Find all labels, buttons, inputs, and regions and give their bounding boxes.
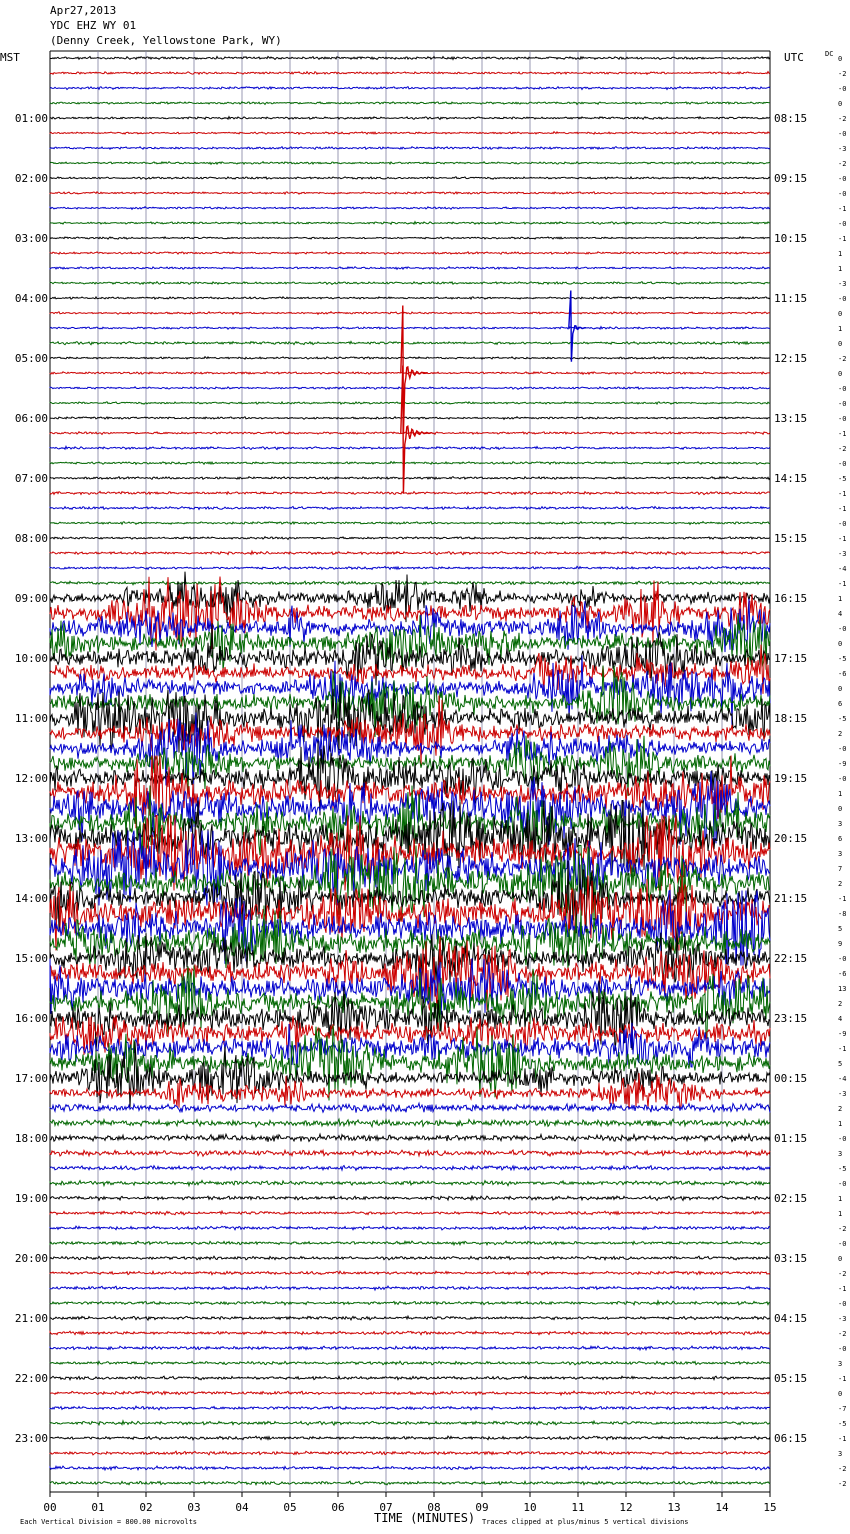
dc-offset-label: -3 — [838, 1090, 847, 1098]
dc-offset-label: -0 — [838, 1240, 847, 1248]
dc-offset-label: -2 — [838, 1225, 847, 1233]
utc-hour-label: 18:15 — [774, 712, 808, 725]
x-tick-label: 11 — [571, 1501, 585, 1514]
dc-offset-label: -0 — [838, 460, 847, 468]
mst-hour-label: 16:00 — [14, 1012, 48, 1025]
dc-offset-label: 1 — [838, 595, 843, 603]
mst-hour-label: 03:00 — [14, 232, 48, 245]
mst-hour-label: 04:00 — [14, 292, 48, 305]
x-tick-label: 05 — [283, 1501, 297, 1514]
dc-offset-label: 3 — [838, 1450, 843, 1458]
dc-offset-label: 2 — [838, 730, 843, 738]
dc-offset-label: -1 — [838, 895, 847, 903]
dc-offset-label: 3 — [838, 1360, 843, 1368]
utc-hour-label: 06:15 — [774, 1432, 808, 1445]
dc-offset-label: -9 — [838, 760, 847, 768]
dc-offset-label: -2 — [838, 1480, 847, 1488]
dc-offset-label: -2 — [838, 1330, 847, 1338]
utc-hour-label: 03:15 — [774, 1252, 808, 1265]
utc-hour-label: 13:15 — [774, 412, 808, 425]
dc-offset-label: 1 — [838, 1195, 843, 1203]
dc-offset-label: -2 — [838, 160, 847, 168]
dc-offset-label: -3 — [838, 1315, 847, 1323]
mst-hour-label: 11:00 — [14, 712, 48, 725]
utc-hour-label: 04:15 — [774, 1312, 808, 1325]
dc-offset-label: 4 — [838, 1015, 843, 1023]
mst-hour-label: 10:00 — [14, 652, 48, 665]
dc-offset-label: -5 — [838, 655, 847, 663]
dc-offset-label: -0 — [838, 190, 847, 198]
dc-offset-label: 1 — [838, 790, 843, 798]
utc-hour-label: 08:15 — [774, 112, 808, 125]
dc-offset-label: 0 — [838, 685, 843, 693]
dc-offset-label: -0 — [838, 1300, 847, 1308]
dc-offset-label: 3 — [838, 850, 843, 858]
dc-offset-label: -2 — [838, 355, 847, 363]
dc-offset-label: 0 — [838, 340, 843, 348]
dc-offset-label: -0 — [838, 520, 847, 528]
dc-offset-label: -2 — [838, 70, 847, 78]
dc-offset-label: -2 — [838, 1270, 847, 1278]
utc-hour-label: 15:15 — [774, 532, 808, 545]
dc-offset-label: -1 — [838, 235, 847, 243]
dc-offset-label: -5 — [838, 475, 847, 483]
dc-offset-label: 13 — [838, 985, 847, 993]
dc-offset-label: -1 — [838, 430, 847, 438]
dc-offset-label: -4 — [838, 1075, 847, 1083]
x-tick-label: 02 — [139, 1501, 153, 1514]
dc-offset-label: 0 — [838, 370, 843, 378]
dc-offset-label: -1 — [838, 505, 847, 513]
dc-offset-label: -3 — [838, 550, 847, 558]
x-axis-title: TIME (MINUTES) — [374, 1511, 476, 1525]
dc-offset-label: 0 — [838, 100, 843, 108]
dc-offset-label: 3 — [838, 1150, 843, 1158]
dc-offset-label: -7 — [838, 1405, 847, 1413]
date-label: Apr27,2013 — [50, 4, 117, 17]
dc-offset-label: 1 — [838, 1210, 843, 1218]
utc-hour-label: 00:15 — [774, 1072, 808, 1085]
dc-offset-label: 2 — [838, 880, 843, 888]
utc-hour-label: 21:15 — [774, 892, 808, 905]
dc-offset-label: 5 — [838, 1060, 843, 1068]
dc-offset-label: 6 — [838, 700, 843, 708]
dc-offset-label: 9 — [838, 940, 843, 948]
dc-offset-label: -0 — [838, 130, 847, 138]
mst-hour-label: 23:00 — [14, 1432, 48, 1445]
clip-note: Traces clipped at plus/minus 5 vertical divisions — [482, 1518, 689, 1526]
mst-hour-label: 22:00 — [14, 1372, 48, 1385]
dc-offset-label: -1 — [838, 490, 847, 498]
utc-hour-label: 22:15 — [774, 952, 808, 965]
scale-note: Each Vertical Division = 800.00 microvolts — [20, 1518, 198, 1526]
dc-offset-label: -1 — [838, 1285, 847, 1293]
mst-hour-label: 18:00 — [14, 1132, 48, 1145]
dc-offset-label: 0 — [838, 310, 843, 318]
dc-offset-label: -9 — [838, 1030, 847, 1038]
utc-hour-label: 01:15 — [774, 1132, 808, 1145]
dc-offset-label: -0 — [838, 955, 847, 963]
mst-hour-label: 20:00 — [14, 1252, 48, 1265]
utc-hour-label: 20:15 — [774, 832, 808, 845]
mst-hour-label: 05:00 — [14, 352, 48, 365]
dc-offset-label: -1 — [838, 580, 847, 588]
dc-offset-label: 6 — [838, 835, 843, 843]
dc-offset-label: 7 — [838, 865, 843, 873]
dc-offset-label: -0 — [838, 775, 847, 783]
dc-offset-label: 1 — [838, 250, 843, 258]
mst-hour-label: 14:00 — [14, 892, 48, 905]
dc-offset-label: -0 — [838, 1135, 847, 1143]
dc-offset-label: -0 — [838, 1180, 847, 1188]
x-tick-label: 10 — [523, 1501, 537, 1514]
x-tick-label: 03 — [187, 1501, 201, 1514]
dc-offset-label: 0 — [838, 1390, 843, 1398]
utc-hour-label: 16:15 — [774, 592, 808, 605]
mst-hour-label: 06:00 — [14, 412, 48, 425]
dc-offset-label: 0 — [838, 805, 843, 813]
utc-hour-label: 05:15 — [774, 1372, 808, 1385]
dc-offset-label: 1 — [838, 265, 843, 273]
x-tick-label: 09 — [475, 1501, 489, 1514]
dc-offset-label: -0 — [838, 85, 847, 93]
station-label: YDC EHZ WY 01 — [50, 19, 137, 32]
utc-hour-label: 23:15 — [774, 1012, 808, 1025]
mst-hour-label: 13:00 — [14, 832, 48, 845]
mst-hour-label: 08:00 — [14, 532, 48, 545]
mst-hour-label: 17:00 — [14, 1072, 48, 1085]
x-tick-label: 13 — [667, 1501, 681, 1514]
dc-offset-label: -2 — [838, 445, 847, 453]
dc-offset-label: -1 — [838, 205, 847, 213]
x-tick-label: 08 — [427, 1501, 441, 1514]
x-tick-label: 07 — [379, 1501, 393, 1514]
utc-hour-label: 10:15 — [774, 232, 808, 245]
location-label: (Denny Creek, Yellowstone Park, WY) — [50, 34, 282, 47]
dc-offset-label: -0 — [838, 175, 847, 183]
dc-offset-label: -0 — [838, 400, 847, 408]
utc-hour-label: 02:15 — [774, 1192, 808, 1205]
dc-offset-label: -3 — [838, 280, 847, 288]
utc-hour-label: 12:15 — [774, 352, 808, 365]
dc-offset-label: -5 — [838, 715, 847, 723]
x-tick-label: 15 — [763, 1501, 777, 1514]
dc-offset-label: -8 — [838, 910, 847, 918]
dc-offset-label: 1 — [838, 1120, 843, 1128]
dc-offset-label: -4 — [838, 565, 847, 573]
mst-hour-label: 19:00 — [14, 1192, 48, 1205]
dc-offset-label: -6 — [838, 670, 847, 678]
mst-hour-label: 12:00 — [14, 772, 48, 785]
dc-offset-label: -0 — [838, 415, 847, 423]
dc-offset-label: -2 — [838, 115, 847, 123]
x-tick-label: 06 — [331, 1501, 345, 1514]
utc-hour-label: 11:15 — [774, 292, 808, 305]
dc-offset-label: -5 — [838, 1420, 847, 1428]
dc-offset-label: -0 — [838, 1345, 847, 1353]
dc-offset-label: 0 — [838, 55, 843, 63]
dc-offset-label: -0 — [838, 220, 847, 228]
dc-offset-label: 2 — [838, 1000, 843, 1008]
utc-hour-label: 17:15 — [774, 652, 808, 665]
dc-offset-label: 3 — [838, 820, 843, 828]
mst-hour-label: 02:00 — [14, 172, 48, 185]
dc-offset-label: -5 — [838, 1165, 847, 1173]
utc-hour-label: 14:15 — [774, 472, 808, 485]
mst-hour-label: 01:00 — [14, 112, 48, 125]
dc-offset-label: 1 — [838, 325, 843, 333]
x-tick-label: 14 — [715, 1501, 729, 1514]
x-tick-label: 00 — [43, 1501, 57, 1514]
dc-offset-label: -0 — [838, 385, 847, 393]
dc-offset-label: -0 — [838, 295, 847, 303]
dc-offset-label: -3 — [838, 145, 847, 153]
dc-offset-label: -2 — [838, 1465, 847, 1473]
right-timezone-label: UTC — [784, 51, 804, 64]
dc-offset-label: -1 — [838, 1435, 847, 1443]
dc-offset-label: 5 — [838, 925, 843, 933]
dc-offset-label: 0 — [838, 1255, 843, 1263]
dc-offset-header: DC — [825, 50, 834, 58]
x-tick-label: 01 — [91, 1501, 105, 1514]
mst-hour-label: 09:00 — [14, 592, 48, 605]
dc-offset-label: -1 — [838, 535, 847, 543]
utc-hour-label: 09:15 — [774, 172, 808, 185]
dc-offset-label: 4 — [838, 610, 843, 618]
dc-offset-label: -0 — [838, 625, 847, 633]
dc-offset-label: 0 — [838, 640, 843, 648]
dc-offset-label: -0 — [838, 745, 847, 753]
mst-hour-label: 15:00 — [14, 952, 48, 965]
dc-offset-label: -1 — [838, 1375, 847, 1383]
left-timezone-label: MST — [0, 51, 20, 64]
utc-hour-label: 19:15 — [774, 772, 808, 785]
x-tick-label: 04 — [235, 1501, 249, 1514]
mst-hour-label: 07:00 — [14, 472, 48, 485]
x-tick-label: 12 — [619, 1501, 633, 1514]
dc-offset-label: 2 — [838, 1105, 843, 1113]
mst-hour-label: 21:00 — [14, 1312, 48, 1325]
dc-offset-label: -1 — [838, 1045, 847, 1053]
dc-offset-label: -6 — [838, 970, 847, 978]
